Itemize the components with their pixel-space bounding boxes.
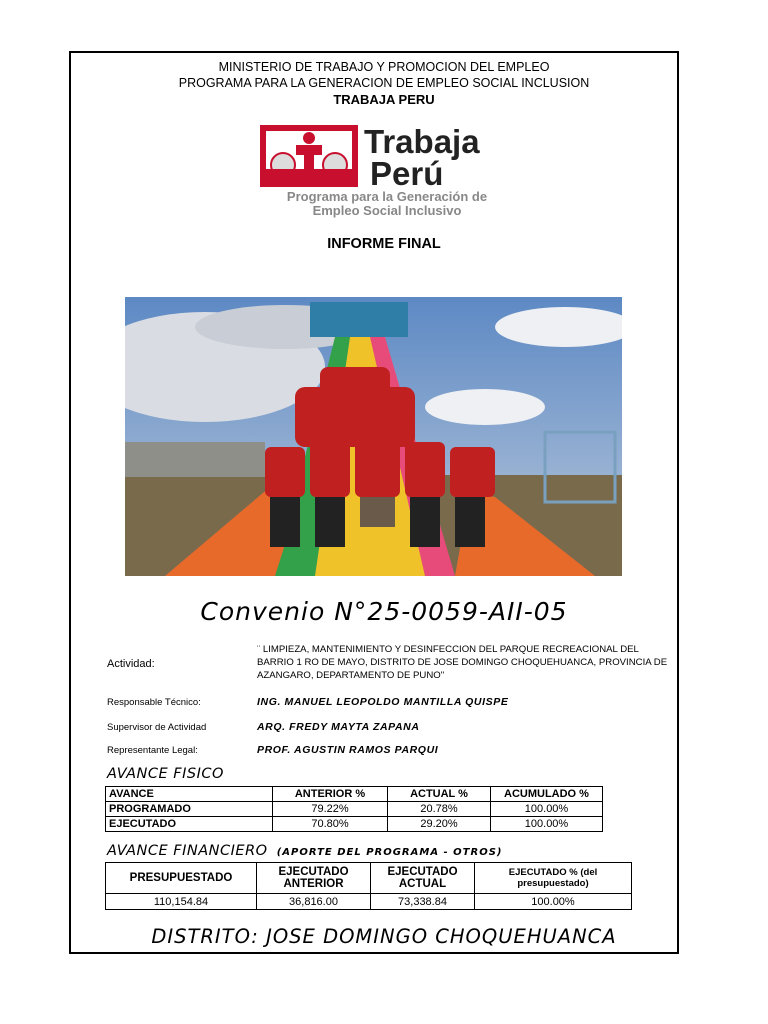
table-cell: 100.00% (491, 802, 603, 817)
avance-financiero-table (105, 862, 632, 910)
responsable-value: ING. MANUEL LEOPOLDO MANTILLA QUISPE (257, 696, 509, 708)
table-cell: EJECUTADO (106, 817, 273, 832)
table-cell: 100.00% (475, 894, 632, 910)
table-row (106, 802, 603, 817)
table-cell: 70.80% (273, 817, 388, 832)
table-header-cell: EJECUTADO ACTUAL (371, 863, 475, 894)
avance-fisico-title: AVANCE FISICO (107, 766, 224, 782)
logo-emblem-icon (260, 125, 358, 187)
table-header-cell: PRESUPUESTADO (106, 863, 257, 894)
avance-financiero-label: AVANCE FINANCIERO (107, 843, 268, 859)
convenio-number: Convenio N°25-0059-AII-05 (200, 597, 568, 626)
avance-financiero-subtitle: (APORTE DEL PROGRAMA - OTROS) (276, 847, 503, 858)
table-header-cell: ACUMULADO % (491, 787, 603, 802)
district-footer: DISTRITO: JOSE DOMINGO CHOQUEHUANCA (151, 925, 617, 948)
table-header-cell: EJECUTADO ANTERIOR (257, 863, 371, 894)
header-trabaja-peru: TRABAJA PERU (333, 92, 435, 107)
table-row (106, 894, 632, 910)
header-ministry: MINISTERIO DE TRABAJO Y PROMOCION DEL EMPLEO (218, 60, 550, 74)
table-header-cell: ANTERIOR % (273, 787, 388, 802)
representante-label: Representante Legal: (107, 745, 198, 756)
supervisor-label: Supervisor de Actividad (107, 722, 207, 733)
report-title: INFORME FINAL (327, 236, 441, 252)
table-cell: 29.20% (388, 817, 491, 832)
group-photo (125, 297, 622, 576)
table-header-row (106, 863, 632, 894)
actividad-value: ¨ LIMPIEZA, MANTENIMIENTO Y DESINFECCION DEL PARQUE RECREACIONAL DEL BARRIO 1 RO DE MAYO, DISTRITO DE JOSE DOMINGO CHOQUEHUANCA, PROVINCIA DE AZANGARO, DEPARTAMENTO DE PUNO" (257, 644, 668, 681)
logo-word-peru: Perú (370, 155, 444, 192)
logo-tagline-1: Programa para la Generación de (286, 189, 488, 204)
table-header-cell: ACTUAL % (388, 787, 491, 802)
trabaja-peru-logo (258, 123, 516, 218)
table-cell: 79.22% (273, 802, 388, 817)
avance-fisico-table (105, 786, 603, 832)
avance-financiero-title (107, 843, 502, 859)
table-cell: 36,816.00 (257, 894, 371, 910)
header-program: PROGRAMA PARA LA GENERACION DE EMPLEO SOCIAL INCLUSION (178, 76, 590, 90)
table-cell: 20.78% (388, 802, 491, 817)
table-header-cell: EJECUTADO % (del presupuestado) (475, 863, 632, 894)
table-cell: 100.00% (491, 817, 603, 832)
actividad-label: Actividad: (107, 658, 155, 670)
table-cell: 110,154.84 (106, 894, 257, 910)
table-header-row (106, 787, 603, 802)
responsable-label: Responsable Técnico: (107, 697, 201, 708)
representante-value: PROF. AGUSTIN RAMOS PARQUI (257, 744, 439, 756)
table-cell: 73,338.84 (371, 894, 475, 910)
supervisor-value: ARQ. FREDY MAYTA ZAPANA (257, 721, 420, 733)
table-header-cell: AVANCE (106, 787, 273, 802)
logo-word-trabaja: Trabaja (364, 123, 480, 160)
table-row (106, 817, 603, 832)
logo-tagline-2: Empleo Social Inclusivo (312, 203, 462, 218)
table-cell: PROGRAMADO (106, 802, 273, 817)
